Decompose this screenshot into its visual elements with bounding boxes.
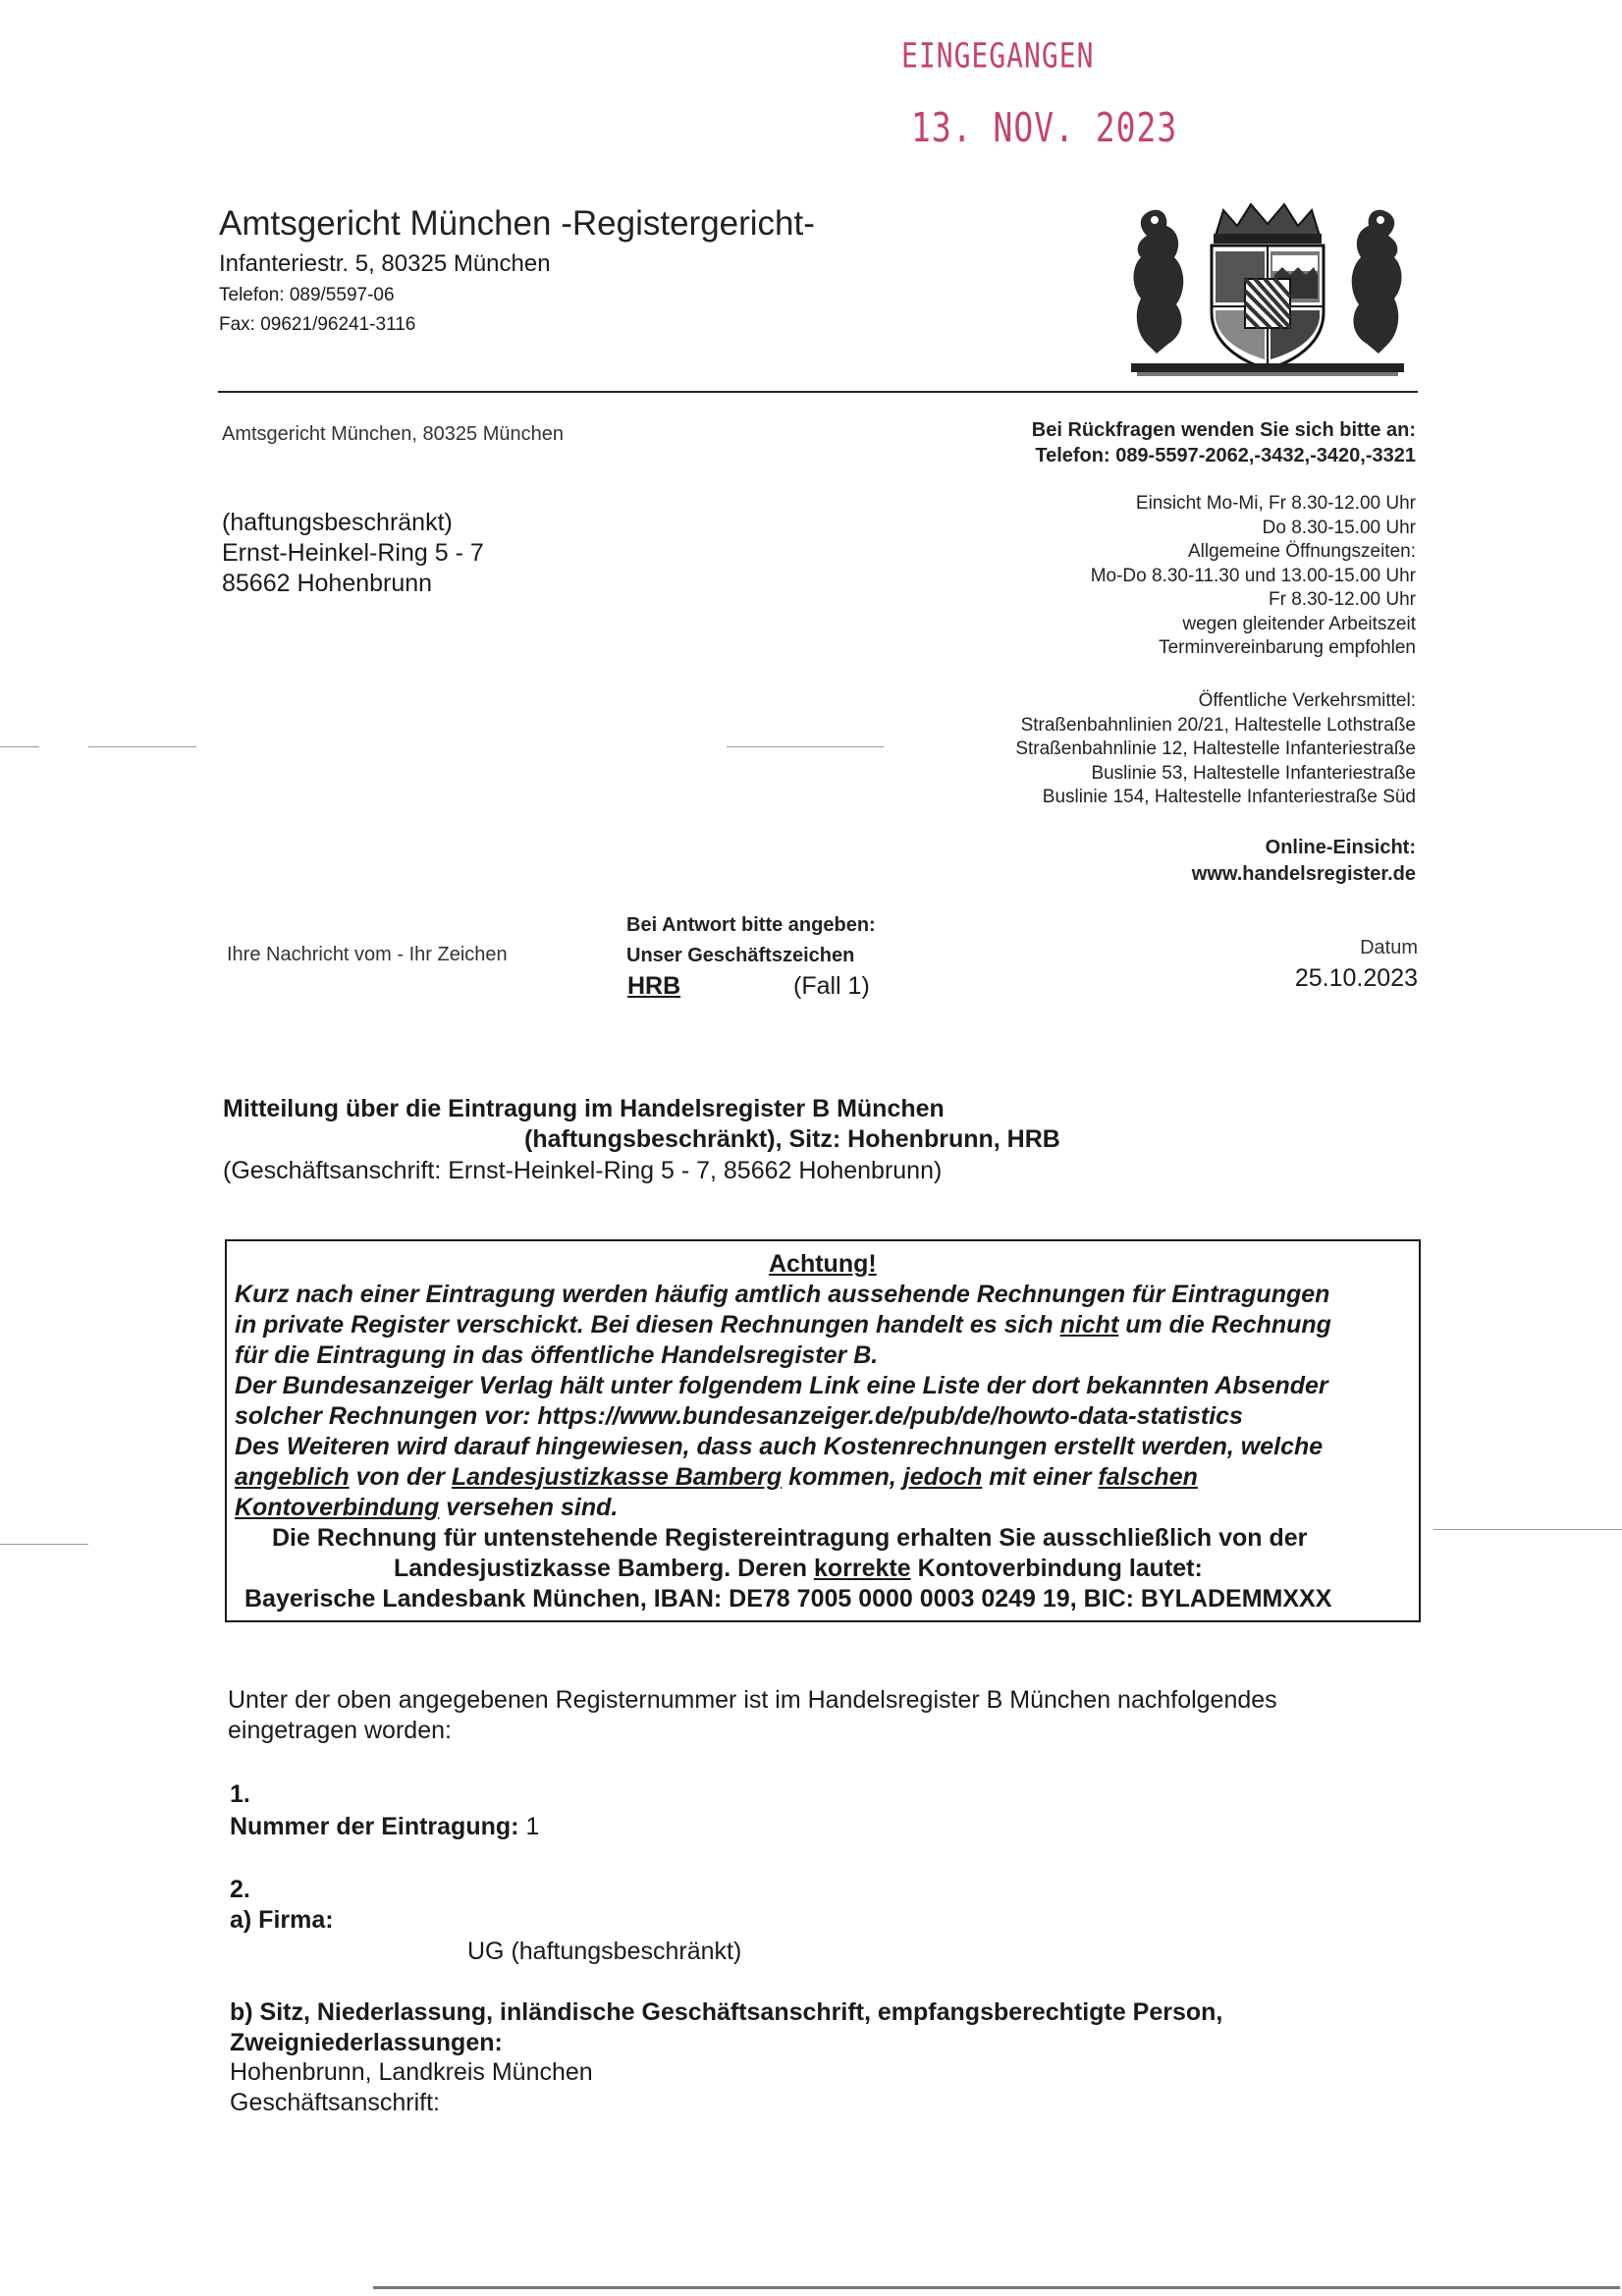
court-name: Amtsgericht München -Registergericht- xyxy=(219,204,815,243)
header-divider xyxy=(218,391,1418,393)
transport-line: Straßenbahnlinien 20/21, Haltestelle Lothstraße xyxy=(1020,714,1416,736)
scan-artifact xyxy=(373,2286,1620,2289)
subject-company: (haftungsbeschränkt), Sitz: Hohenbrunn, HRB xyxy=(524,1125,1060,1153)
sender-return-address: Amtsgericht München, 80325 München xyxy=(222,423,564,445)
warning-text: mit einer xyxy=(982,1463,1099,1491)
bank-details: Bayerische Landesbank München, IBAN: DE78 7005 0000 0003 0249 19, BIC: BYLADEMMXXX xyxy=(244,1585,1332,1613)
intro-line: Unter der oben angegebenen Registernummer ist im Handelsregister B München nachfolgendes xyxy=(228,1686,1277,1714)
warning-emphasis: Landesjustizkasse Bamberg xyxy=(451,1463,783,1491)
warning-line: für die Eintragung in das öffentliche Handelsregister B. xyxy=(235,1341,879,1369)
warning-link-line: solcher Rechnungen vor: https://www.bundesanzeiger.de/pub/de/howto-data-statistics xyxy=(235,1402,1243,1430)
warning-emphasis: falschen xyxy=(1098,1463,1198,1491)
intro-text xyxy=(228,1685,1277,1746)
online-url: www.handelsregister.de xyxy=(1191,863,1416,885)
warning-line xyxy=(235,1310,1331,1340)
our-reference-label: Unser Geschäftszeichen xyxy=(626,945,855,966)
opening-hours xyxy=(1091,492,1416,661)
warning-emphasis: jedoch xyxy=(902,1463,983,1491)
recipient-address xyxy=(222,508,484,599)
court-fax: Fax: 09621/96241-3116 xyxy=(219,314,416,335)
payment-text: Landesjustizkasse Bamberg. Deren xyxy=(394,1555,814,1582)
case-number: (Fall 1) xyxy=(793,972,870,1000)
company-label: a) Firma: xyxy=(230,1906,334,1934)
warning-line xyxy=(235,1462,1198,1493)
transport-line: Straßenbahnlinie 12, Haltestelle Infanteriestraße xyxy=(1015,738,1416,759)
hours-line: Allgemeine Öffnungszeiten: xyxy=(1187,541,1416,562)
received-stamp-date: 13. NOV. 2023 xyxy=(911,103,1178,151)
warning-text: versehen sind. xyxy=(439,1494,619,1521)
warning-text: von der xyxy=(349,1463,452,1491)
hours-line: Terminvereinbarung empfohlen xyxy=(1159,637,1416,658)
payment-text: Kontoverbindung lautet: xyxy=(910,1555,1203,1582)
recipient-line: Ernst-Heinkel-Ring 5 - 7 xyxy=(222,539,484,567)
date-label: Datum xyxy=(1360,937,1418,958)
scan-artifact xyxy=(727,746,884,747)
received-stamp: EINGEGANGEN xyxy=(901,34,1095,77)
section-2-number: 2. xyxy=(230,1876,250,1903)
warning-line: Kurz nach einer Eintragung werden häufig amtlich aussehende Rechnungen für Eintragungen xyxy=(235,1281,1330,1308)
entry-number-label: Nummer der Eintragung: xyxy=(230,1813,519,1840)
transport-line: Öffentliche Verkehrsmittel: xyxy=(1198,690,1416,711)
payment-emphasis: korrekte xyxy=(813,1555,911,1582)
coat-of-arms-emblem xyxy=(1117,196,1418,378)
letter-date: 25.10.2023 xyxy=(1294,964,1418,992)
subject-address: (Geschäftsanschrift: Ernst-Heinkel-Ring 5 - 7, 85662 Hohenbrunn) xyxy=(223,1157,943,1184)
reply-hint: Bei Antwort bitte angeben: xyxy=(626,914,876,936)
scan-artifact xyxy=(1433,1529,1622,1530)
warning-line: Der Bundesanzeiger Verlag hält unter folgendem Link eine Liste der dort bekannten Absender xyxy=(235,1372,1328,1399)
contact-heading: Bei Rückfragen wenden Sie sich bitte an: xyxy=(1031,419,1416,441)
court-phone: Telefon: 089/5597-06 xyxy=(219,285,395,305)
warning-emphasis: angeblich xyxy=(235,1463,350,1491)
your-message-label: Ihre Nachricht vom - Ihr Zeichen xyxy=(227,944,508,965)
hours-line: Fr 8.30-12.00 Uhr xyxy=(1269,589,1416,610)
hours-line: wegen gleitender Arbeitszeit xyxy=(1182,613,1416,634)
warning-line: Des Weiteren wird darauf hingewiesen, dass auch Kostenrechnungen erstellt werden, welche xyxy=(235,1433,1324,1460)
public-transport xyxy=(1015,689,1416,810)
warning-text: kommen, xyxy=(782,1463,903,1491)
warning-text: in private Register verschickt. Bei diesen Rechnungen handelt es sich xyxy=(235,1311,1060,1339)
recipient-line: (haftungsbeschränkt) xyxy=(222,509,453,536)
warning-title: Achtung! xyxy=(769,1250,877,1278)
scan-artifact xyxy=(0,746,39,747)
court-street: Infanteriestr. 5, 80325 München xyxy=(219,250,551,277)
payment-line xyxy=(394,1554,1203,1584)
warning-notice-box xyxy=(225,1239,1421,1622)
register-type: HRB xyxy=(627,972,681,1000)
scan-artifact xyxy=(0,1544,88,1545)
business-address-label: Geschäftsanschrift: xyxy=(230,2089,440,2116)
warning-emphasis: nicht xyxy=(1059,1311,1119,1339)
section-1-number: 1. xyxy=(230,1780,250,1808)
transport-line: Buslinie 53, Haltestelle Infanteriestraße xyxy=(1091,762,1416,784)
seat-label-line: b) Sitz, Niederlassung, inländische Geschäftsanschrift, empfangsberechtigte Person, xyxy=(230,1998,1223,2026)
scan-artifact xyxy=(88,746,196,747)
seat-city: Hohenbrunn, Landkreis München xyxy=(230,2058,593,2086)
warning-emphasis: Kontoverbindung xyxy=(235,1494,440,1521)
contact-phone: Telefon: 089-5597-2062,-3432,-3420,-3321 xyxy=(1035,445,1416,466)
seat-label-line: Zweigniederlassungen: xyxy=(230,2029,503,2056)
hours-line: Do 8.30-15.00 Uhr xyxy=(1262,517,1416,538)
transport-line: Buslinie 154, Haltestelle Infanteriestraße Süd xyxy=(1042,787,1416,807)
seat-label xyxy=(230,1997,1222,2058)
online-label: Online-Einsicht: xyxy=(1265,837,1416,858)
warning-line xyxy=(235,1493,618,1523)
entry-number-value: 1 xyxy=(525,1813,540,1840)
warning-text: um die Rechnung xyxy=(1118,1311,1331,1339)
company-name: UG (haftungsbeschränkt) xyxy=(467,1938,742,1965)
recipient-line: 85662 Hohenbrunn xyxy=(222,570,433,597)
intro-line: eingetragen worden: xyxy=(228,1717,452,1744)
payment-line: Die Rechnung für untenstehende Registereintragung erhalten Sie ausschließlich von der xyxy=(272,1524,1308,1552)
hours-line: Mo-Do 8.30-11.30 und 13.00-15.00 Uhr xyxy=(1090,565,1416,586)
entry-number xyxy=(230,1813,539,1841)
hours-line: Einsicht Mo-Mi, Fr 8.30-12.00 Uhr xyxy=(1135,493,1416,514)
subject-title: Mitteilung über die Eintragung im Handelsregister B München xyxy=(223,1095,945,1122)
